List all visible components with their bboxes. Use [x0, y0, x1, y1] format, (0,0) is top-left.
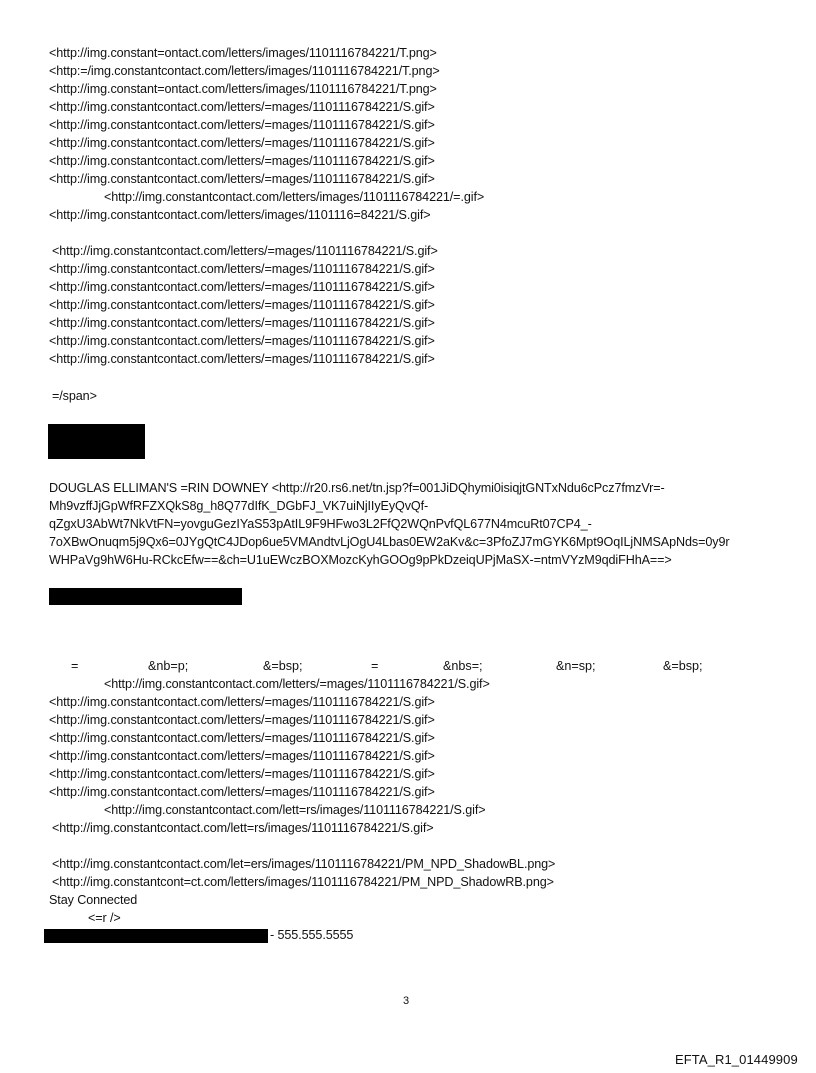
paragraph-line: qZgxU3AbWt7NkVtFN=yovguGezIYaS53pAtIL9F9HFwo3L2FfQ2WQnPvfQL677N4mcuRt07CP4_-	[49, 517, 592, 531]
redaction-box	[49, 588, 242, 605]
url-line: <http://img.constantcontact.com/letters/=mages/1101116784221/S.gif>	[104, 677, 490, 691]
br-tag-text: <=r />	[88, 911, 121, 925]
url-line: <http://img.constantcontact.com/letters/=mages/1101116784221/S.gif>	[49, 172, 435, 186]
redaction-box	[44, 929, 268, 943]
entity-token: &nb=p;	[148, 659, 189, 673]
page-number: 3	[403, 995, 410, 1007]
url-line: <http://img.constantcontact.com/letters/=mages/1101116784221/S.gif>	[49, 713, 435, 727]
stay-connected-text: Stay Connected	[49, 893, 138, 907]
url-line: <http://img.constantcontact.com/letters/=mages/1101116784221/S.gif>	[49, 280, 435, 294]
url-line: <http://img.constantcont=ct.com/letters/images/1101116784221/PM_NPD_ShadowRB.png>	[52, 875, 554, 889]
url-line: <http://img.constantcontact.com/letters/=mages/1101116784221/S.gif>	[49, 749, 435, 763]
entity-token: &nbs=;	[443, 659, 483, 673]
entity-token: =	[371, 659, 379, 673]
url-line: <http://img.constantcontact.com/letters/=mages/1101116784221/S.gif>	[49, 298, 435, 312]
entity-token: &=bsp;	[663, 659, 703, 673]
url-line: <http://img.constantcontact.com/letters/=mages/1101116784221/S.gif>	[49, 785, 435, 799]
redaction-box	[48, 424, 145, 459]
url-line: <http://img.constantcontact.com/letters/images/1101116=84221/S.gif>	[49, 208, 431, 222]
entity-token: &=bsp;	[263, 659, 303, 673]
url-line: <http://img.constantcontact.com/letters/=mages/1101116784221/S.gif>	[49, 334, 435, 348]
url-line: <http://img.constantcontact.com/letters/=mages/1101116784221/S.gif>	[49, 262, 435, 276]
url-line: <http://img.constantcontact.com/letters/=mages/1101116784221/S.gif>	[49, 118, 435, 132]
paragraph-line: 7oXBwOnuqm5j9Qx6=0JYgQtC4JDop6ue5VMAndtvLjOgU4Lbas0EW2aKv&c=3PfoZJ7mGYK6Mpt9OqILjNMSApNds=0y9r	[49, 535, 730, 549]
paragraph-line: Mh9vzffJjGpWfRFZXQkS8g_h8Q77dIfK_DGbFJ_VK7uiNjIIyEyQvQf-	[49, 499, 429, 513]
url-line: <http://img.constantcontact.com/letters/=mages/1101116784221/S.gif>	[52, 244, 438, 258]
url-line: <http://img.constantcontact.com/letters/=mages/1101116784221/S.gif>	[49, 695, 435, 709]
url-line: <http:=/img.constantcontact.com/letters/images/1101116784221/T.png>	[49, 64, 440, 78]
url-line: <http://img.constantcontact.com/lett=rs/images/1101116784221/S.gif>	[52, 821, 434, 835]
entity-token: &n=sp;	[556, 659, 596, 673]
bates-number: EFTA_R1_01449909	[675, 1052, 798, 1067]
url-line: <http://img.constantcontact.com/letters/=mages/1101116784221/S.gif>	[49, 731, 435, 745]
url-line: <http://img.constant=ontact.com/letters/images/1101116784221/T.png>	[49, 82, 437, 96]
url-line: <http://img.constantcontact.com/letters/images/1101116784221/=.gif>	[104, 190, 485, 204]
url-line: <http://img.constantcontact.com/letters/=mages/1101116784221/S.gif>	[49, 100, 435, 114]
paragraph-line: WHPaVg9hW6Hu-RCkcEfw==&ch=U1uEWczBOXMozcKyhGOOg9pPkDzeiqUPjMaSX-=ntmVYzM9qdiFHhA==>	[49, 553, 672, 567]
url-line: <http://img.constantcontact.com/letters/=mages/1101116784221/S.gif>	[49, 316, 435, 330]
url-line: <http://img.constantcontact.com/lett=rs/images/1101116784221/S.gif>	[104, 803, 486, 817]
url-line: <http://img.constantcontact.com/letters/=mages/1101116784221/S.gif>	[49, 767, 435, 781]
entity-token: =	[71, 659, 79, 673]
url-line: <http://img.constantcontact.com/letters/=mages/1101116784221/S.gif>	[49, 154, 435, 168]
url-line: <http://img.constant=ontact.com/letters/images/1101116784221/T.png>	[49, 46, 437, 60]
url-line: <http://img.constantcontact.com/letters/=mages/1101116784221/S.gif>	[49, 352, 435, 366]
span-close-text: =/span>	[52, 389, 97, 403]
phone-number: - 555.555.5555	[270, 928, 354, 942]
url-line: <http://img.constantcontact.com/let=ers/images/1101116784221/PM_NPD_ShadowBL.png>	[52, 857, 556, 871]
url-line: <http://img.constantcontact.com/letters/=mages/1101116784221/S.gif>	[49, 136, 435, 150]
paragraph-line: DOUGLAS ELLIMAN'S =RIN DOWNEY <http://r20.rs6.net/tn.jsp?f=001JiDQhymi0isiqjtGNTxNdu6cPcz7fmzVr=-	[49, 481, 665, 495]
